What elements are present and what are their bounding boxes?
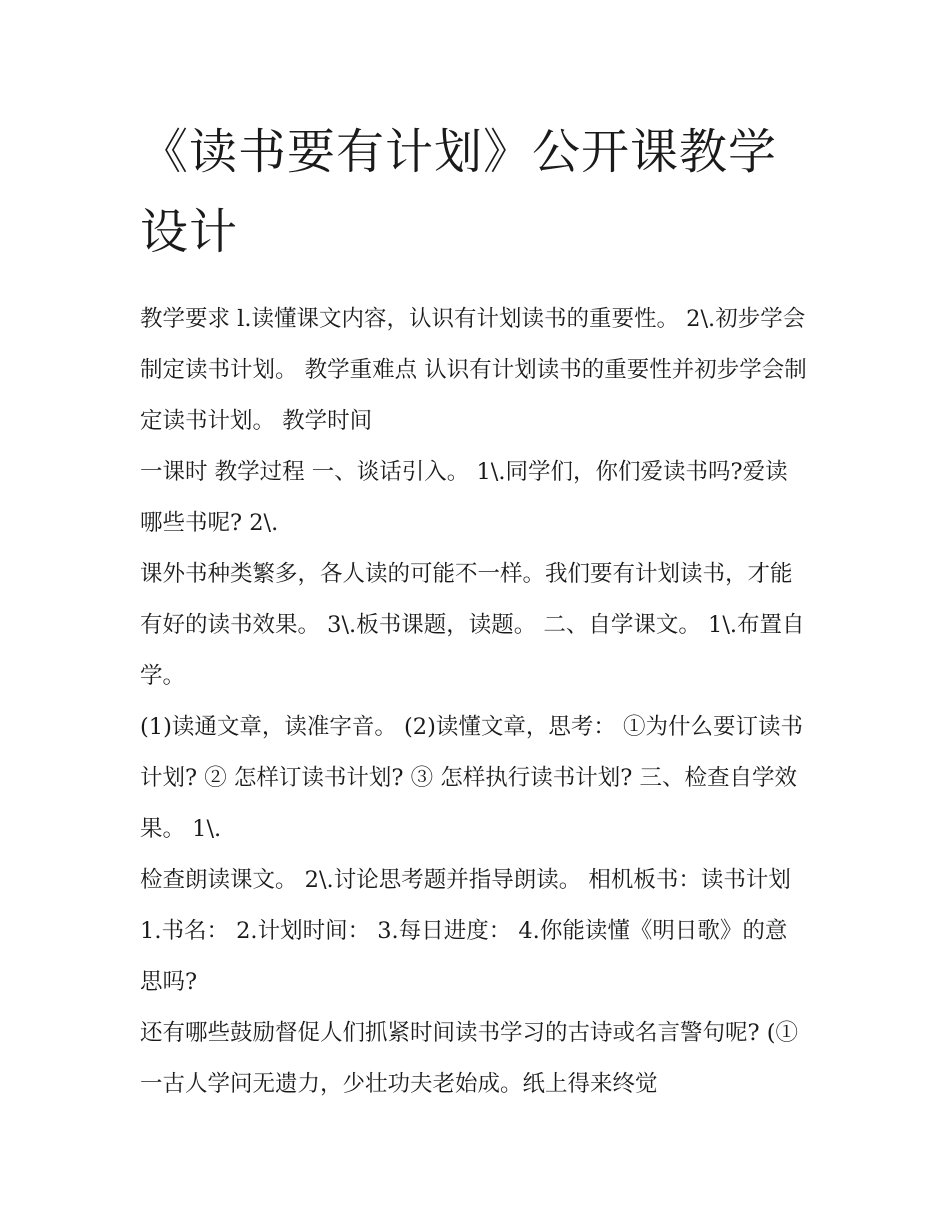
paragraph-lesson-intro: 一课时 教学过程 一、谈话引入。 1\.同学们，你们爱读书吗?爱读哪些书呢? 2\. [140,459,788,536]
paragraph-study-questions: (1)读通文章，读准字音。 (2)读懂文章，思考： ①为什么要订读书计划? ② 怎样订读书计划? ③ 怎样执行读书计划? 三、检查自学效果。 1\. [140,714,804,842]
paragraph-quotes: 还有哪些鼓励督促人们抓紧时间读书学习的古诗或名言警句呢? (① 一古人学问无遗力，少壮功夫老始成。纸上得来终觉 [140,1020,798,1097]
paragraph-teaching-requirements: 教学要求 l.读懂课文内容，认识有计划读书的重要性。 2\.初步学会制定读书计划。 教学重难点 认识有计划读书的重要性并初步学会制定读书计划。 教学时间 [140,306,807,434]
paragraph-self-study: 课外书种类繁多，各人读的可能不一样。我们要有计划读书，才能有好的读书效果。 3\.板书课题，读题。 二、自学课文。 1\.布置自学。 [140,561,805,689]
document-body [140,294,808,1110]
paragraph-check-reading: 检查朗读课文。 2\.讨论思考题并指导朗读。 相机板书：读书计划 1.书名： 2.计划时间： 3.每日进度： 4.你能读懂《明日歌》的意思吗? [140,867,791,995]
document-title: 《读书要有计划》公开课教学设计 [140,124,778,260]
